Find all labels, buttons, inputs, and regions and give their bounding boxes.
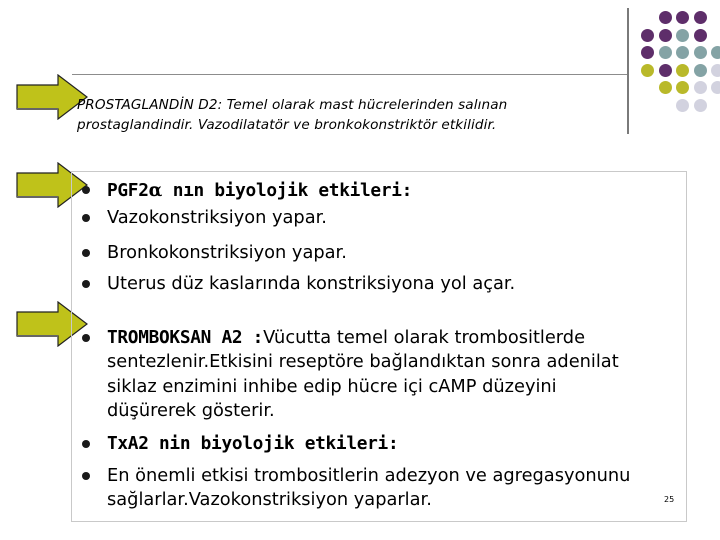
bullet	[82, 440, 90, 448]
bullet	[82, 249, 90, 257]
decorative-dot	[694, 64, 707, 77]
effect-line-1: En önemli etkisi trombositlerin adezyon ve agregasyonunu	[107, 465, 631, 486]
decorative-dot	[676, 81, 689, 94]
decorative-dot	[659, 46, 672, 59]
tromboksan-line-1	[107, 327, 585, 349]
page-number: 25	[664, 495, 675, 504]
decorative-dot	[694, 11, 707, 24]
decorative-dot	[659, 29, 672, 42]
decorative-dot	[711, 81, 720, 94]
alpha-symbol: α	[148, 180, 163, 201]
effect-line-2: sağlarlar.Vazokonstriksiyon yaparlar.	[107, 489, 432, 510]
pgf2a-prefix: PGF2	[107, 180, 149, 201]
decorative-dot	[694, 81, 707, 94]
tromboksan-line-4: düşürerek gösterir.	[107, 400, 275, 421]
header-text	[77, 95, 622, 135]
decorative-dot	[676, 46, 689, 59]
header-line-2: prostaglandindir. Vazodilatatör ve bronkokonstriktör etkilidir.	[77, 117, 497, 133]
list-item: Bronkokonstriksiyon yapar.	[107, 242, 347, 263]
list-item: Vazokonstriksiyon yapar.	[107, 207, 327, 228]
decorative-dot	[694, 46, 707, 59]
tromboksan-line-3: siklaz enzimini inhibe edip hücre içi cAMP düzeyini	[107, 376, 557, 397]
header-top-divider	[72, 74, 628, 75]
bullet	[82, 472, 90, 480]
decorative-dot	[641, 46, 654, 59]
decorative-dot	[676, 29, 689, 42]
pgf2a-heading	[107, 180, 412, 202]
decorative-dot	[641, 64, 654, 77]
decorative-dot	[711, 46, 720, 59]
list-item: Uterus düz kaslarında konstriksiyona yol açar.	[107, 273, 516, 294]
bullet	[82, 280, 90, 288]
bullet	[82, 214, 90, 222]
decorative-dot	[641, 29, 654, 42]
decorative-dot	[694, 99, 707, 112]
decorative-dot	[659, 64, 672, 77]
bullet	[82, 334, 90, 342]
decorative-dot	[659, 11, 672, 24]
txa2-heading: TxA2 nin biyolojik etkileri:	[107, 433, 399, 454]
tromboksan-line-2: sentezlenir.Etkisini reseptöre bağlandıktan sonra adenilat	[107, 351, 619, 372]
pgf2a-suffix: nın biyolojik etkileri:	[162, 180, 413, 201]
tromboksan-line-1-rest: Vücutta temel olarak trombositlerde	[263, 327, 586, 348]
decorative-dot	[711, 64, 720, 77]
decorative-dot	[676, 64, 689, 77]
header-line-1: PROSTAGLANDİN D2: Temel olarak mast hücrelerinden salınan	[77, 97, 508, 113]
header-vertical-divider	[627, 8, 629, 134]
decorative-dot	[659, 81, 672, 94]
bullet	[82, 186, 90, 194]
decorative-dot	[676, 11, 689, 24]
tromboksan-title: TROMBOKSAN A2 :	[107, 327, 264, 348]
decorative-dot	[694, 29, 707, 42]
decorative-dot	[676, 99, 689, 112]
